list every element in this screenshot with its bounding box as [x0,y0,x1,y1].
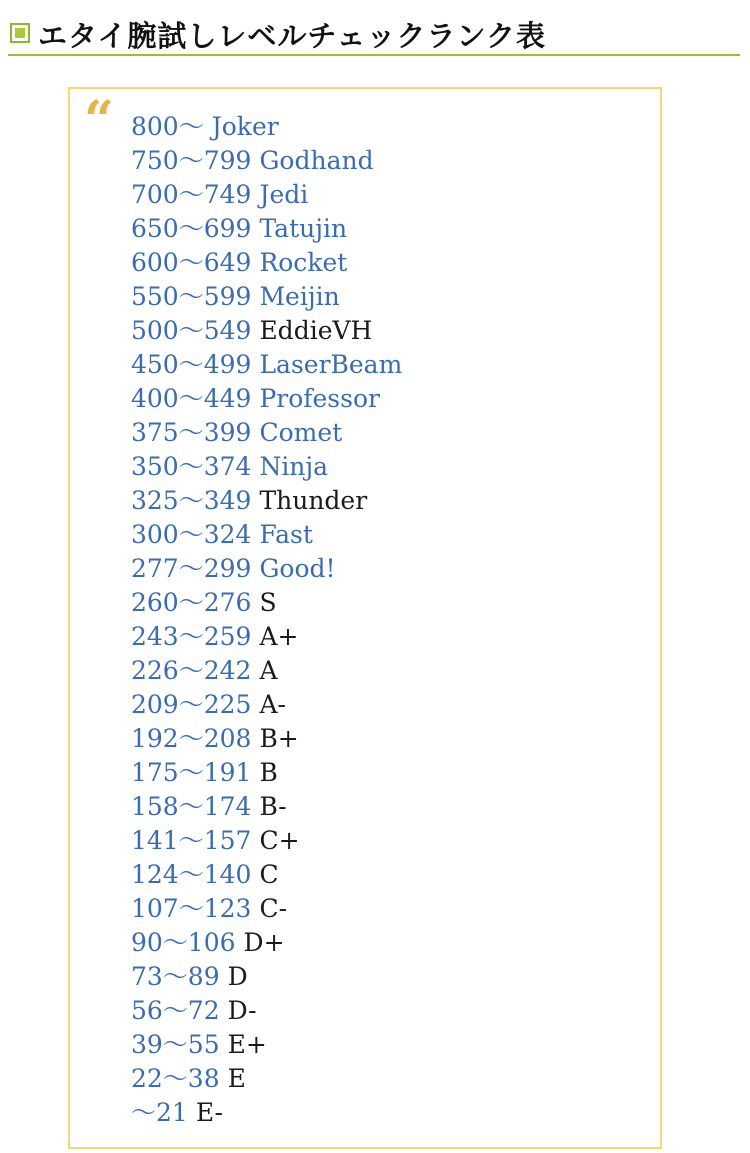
rank-row [131,926,402,960]
rank-range-link[interactable]: 600〜649 [131,248,252,277]
rank-row [131,586,402,620]
rank-row [131,1096,402,1130]
rank-range-link[interactable]: 800〜 [131,112,204,141]
rank-range-link[interactable]: 277〜299 [131,554,252,583]
rank-row [131,416,402,450]
rank-label: EddieVH [259,316,373,345]
rank-row [131,756,402,790]
rank-label: A- [259,690,286,719]
page-title: エタイ腕試しレベルチェックランク表 [38,19,546,53]
rank-label: B [259,758,278,787]
rank-range-link[interactable]: 325〜349 [131,486,252,515]
rank-range-link[interactable]: 56〜72 [131,996,220,1025]
rank-label-link[interactable]: Joker [211,112,279,141]
rank-quote-block [68,87,662,1149]
rank-range-link[interactable]: 750〜799 [131,146,252,175]
rank-range-link[interactable]: 107〜123 [131,894,252,923]
rank-range-link[interactable]: 39〜55 [131,1030,220,1059]
rank-label: S [259,588,277,617]
rank-range-link[interactable]: 450〜499 [131,350,252,379]
rank-row [131,518,402,552]
rank-label-link[interactable]: Tatujin [259,214,348,243]
rank-range-link[interactable]: 350〜374 [131,452,252,481]
rank-row [131,824,402,858]
rank-label: C+ [259,826,300,855]
rank-label-link[interactable]: Good! [259,554,336,583]
rank-label: Thunder [259,486,368,515]
rank-label: D+ [243,928,285,957]
quote-mark-icon: “ [84,90,114,151]
rank-label: A [259,656,278,685]
rank-label-link[interactable]: Rocket [259,248,348,277]
rank-range-link[interactable]: 209〜225 [131,690,252,719]
rank-range-link[interactable]: 141〜157 [131,826,252,855]
rank-label-link[interactable]: Comet [259,418,343,447]
rank-range-link[interactable]: 175〜191 [131,758,252,787]
rank-row [131,1062,402,1096]
rank-range-link[interactable]: 260〜276 [131,588,252,617]
rank-row [131,314,402,348]
rank-row [131,178,402,212]
rank-row [131,654,402,688]
rank-row [131,994,402,1028]
rank-range-link[interactable]: 158〜174 [131,792,252,821]
rank-range-link[interactable]: 375〜399 [131,418,252,447]
rank-range-link[interactable]: 550〜599 [131,282,252,311]
rank-row [131,246,402,280]
rank-row [131,1028,402,1062]
rank-label: C [259,860,279,889]
rank-row [131,722,402,756]
section-heading [8,8,740,56]
rank-row [131,144,402,178]
rank-label: E [227,1064,246,1093]
rank-row [131,212,402,246]
rank-label: C- [259,894,288,923]
rank-label-link[interactable]: Professor [259,384,380,413]
rank-row [131,858,402,892]
rank-range-link[interactable]: 73〜89 [131,962,220,991]
rank-label: B+ [259,724,299,753]
rank-row [131,620,402,654]
rank-range-link[interactable]: 243〜259 [131,622,252,651]
rank-label-link[interactable]: Ninja [259,452,329,481]
rank-range-link[interactable]: 650〜699 [131,214,252,243]
rank-label-link[interactable]: Fast [259,520,313,549]
rank-label-link[interactable]: Godhand [259,146,374,175]
rank-range-link[interactable]: 300〜324 [131,520,252,549]
rank-label-link[interactable]: Jedi [259,180,309,209]
rank-range-link[interactable]: 192〜208 [131,724,252,753]
rank-label: E+ [227,1030,267,1059]
rank-row [131,892,402,926]
rank-row [131,790,402,824]
square-bullet-icon [10,23,30,43]
rank-label: A+ [259,622,299,651]
rank-label: E- [195,1098,223,1127]
rank-row [131,280,402,314]
rank-row [131,450,402,484]
rank-range-link[interactable]: 90〜106 [131,928,236,957]
rank-range-link[interactable]: 124〜140 [131,860,252,889]
rank-range-link[interactable]: 500〜549 [131,316,252,345]
rank-list [131,110,402,1130]
rank-range-link[interactable]: 22〜38 [131,1064,220,1093]
rank-row [131,348,402,382]
rank-label-link[interactable]: Meijin [259,282,340,311]
rank-range-link[interactable]: 700〜749 [131,180,252,209]
rank-label: B- [259,792,287,821]
rank-row [131,552,402,586]
rank-label: D- [227,996,257,1025]
rank-range-link[interactable]: 226〜242 [131,656,252,685]
rank-row [131,382,402,416]
rank-range-link[interactable]: 400〜449 [131,384,252,413]
rank-row [131,688,402,722]
rank-row [131,484,402,518]
rank-label: D [227,962,248,991]
rank-row [131,960,402,994]
rank-row [131,110,402,144]
rank-range-link[interactable]: 〜21 [131,1098,188,1127]
rank-label-link[interactable]: LaserBeam [259,350,403,379]
